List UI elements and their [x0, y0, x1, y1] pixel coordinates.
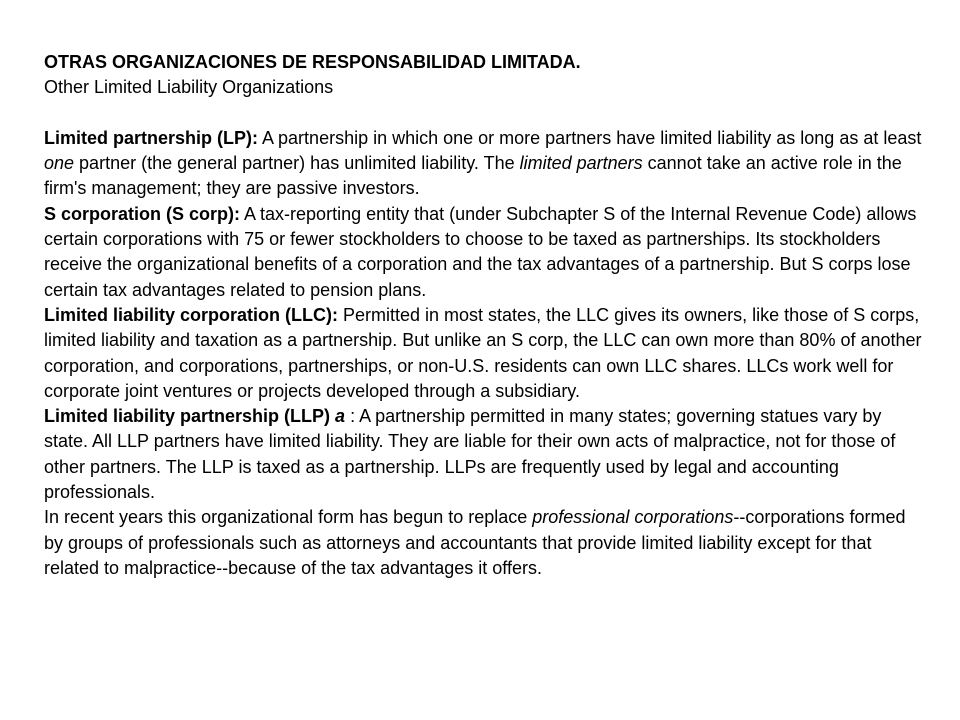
definition-lp-text-2: partner (the general partner) has unlimited liability. The	[74, 153, 520, 174]
page-subtitle: Other Limited Liability Organizations	[44, 77, 334, 98]
definition-lp-emphasis-2: limited partners	[519, 153, 643, 174]
term-lp: Limited partnership (LP):	[44, 127, 259, 148]
recent-paragraph	[44, 505, 924, 581]
definition-lp-text-3: cannot take an active role in the firm's management; they are passive investors.	[44, 153, 902, 199]
recent-emphasis: professional corporations	[532, 507, 734, 528]
definition-lp-text-1: A partnership in which one or more partners have limited liability as long as at least	[258, 127, 922, 148]
definition-llp	[44, 404, 924, 505]
definitions-block	[44, 126, 924, 581]
term-llp-emphasis: a	[335, 406, 346, 427]
recent-text-1: In recent years this organizational form has begun to replace	[44, 507, 533, 528]
term-llp: Limited liability partnership (LLP)	[44, 406, 331, 427]
definition-scorp	[44, 202, 924, 303]
definition-scorp-text: A tax-reporting entity that (under Subchapter S of the Internal Revenue Code) allows certain corporations with 75 or fewer stockholders to choose to be taxed as partnerships. Its stockholders receive the organizational benefits of a corporation and the tax advantages of a partnership. But S corps lose certain tax advantages related to pension plans.	[44, 203, 917, 300]
term-llc: Limited liability corporation (LLC):	[44, 304, 338, 325]
definition-lp	[44, 126, 924, 202]
spacer	[44, 101, 924, 126]
title-block	[44, 50, 924, 101]
page-title: OTRAS ORGANIZACIONES DE RESPONSABILIDAD LIMITADA.	[44, 52, 581, 72]
definition-llc	[44, 303, 924, 404]
definition-llc-text: Permitted in most states, the LLC gives its owners, like those of S corps, limited liability and taxation as a partnership. But unlike an S corp, the LLC can own more than 80% of another corporation, and corporations, partnerships, or non-U.S. residents can own LLC shares. LLCs work well for corporate joint ventures or projects developed through a subsidiary.	[44, 304, 922, 401]
definition-llp-text: : A partnership permitted in many states; governing statues vary by state. All LLP partners have limited liability. They are liable for their own acts of malpractice, not for those of other partners. The LLP is taxed as a partnership. LLPs are frequently used by legal and accounting professionals.	[44, 406, 896, 503]
definition-lp-emphasis-1: one	[44, 153, 75, 174]
recent-text-2: --corporations formed by groups of professionals such as attorneys and accountants that provide limited liability except for that related to malpractice--because of the tax advantages it offers.	[44, 507, 906, 578]
term-scorp: S corporation (S corp):	[44, 203, 241, 224]
slide-content	[44, 50, 924, 581]
